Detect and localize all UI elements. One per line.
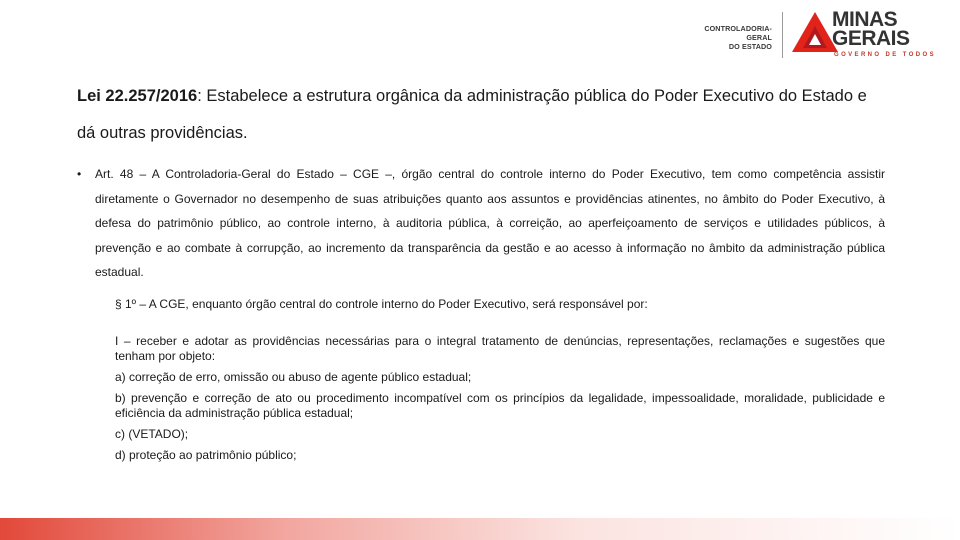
document-content [77, 78, 885, 469]
paragraph-1: § 1º – A CGE, enquanto órgão central do controle interno do Poder Executivo, será responsável por: [115, 296, 648, 311]
cge-logo-line2: DO ESTADO [728, 42, 772, 51]
law-number: Lei 22.257/2016 [77, 87, 198, 105]
item-list [115, 334, 885, 463]
minas-gerais-logo [832, 10, 942, 48]
list-item: c) (VETADO); [115, 426, 189, 441]
header-logos [680, 10, 940, 62]
law-title [77, 78, 885, 152]
cge-logo-line1: CONTROLADORIA-GERAL [704, 24, 772, 42]
list-item: a) correção de erro, omissão ou abuso de agente público estadual; [115, 369, 472, 384]
mg-logo-line2: GERAIS [832, 27, 910, 50]
logo-divider [782, 12, 783, 58]
law-description: : Estabelece a estrutura orgânica da administração pública do Poder Executivo do Estado e dá outras providências. [77, 87, 867, 142]
list-item: I – receber e adotar as providências necessárias para o integral tratamento de denúncias, representações, reclamações e sugestões que tenham por objeto: [115, 333, 885, 363]
bullet-icon: • [77, 167, 82, 181]
article-48 [77, 162, 885, 285]
mg-logo-line1: MINAS [832, 8, 898, 31]
list-item: b) prevenção e correção de ato ou procedimento incompatível com os princípios da legalidade, impessoalidade, moralidade, publicidade e eficiência da administração pública estadual; [115, 390, 885, 420]
article-text: Art. 48 – A Controladoria-Geral do Estado – CGE –, órgão central do controle interno do Poder Executivo, tem como competência assistir diretamente o Governador no desempenho de suas atribuições quanto aos assuntos e providências atinentes, no âmbito do Poder Executivo, à defesa do patrimônio público, ao controle interno, à auditoria pública, à correição, ao aperfeiçoamento de serviços e utilidades públicos, à prevenção e ao combate à corrupção, ao incremento da transparência da gestão e ao acesso à informação no âmbito da administração pública estadual. [95, 167, 885, 279]
mg-tagline: GOVERNO DE TODOS [834, 52, 936, 58]
paragraph-block [115, 296, 885, 463]
bottom-decorative-band [0, 518, 960, 540]
list-item: d) proteção ao patrimônio público; [115, 447, 297, 462]
cge-logo [680, 24, 772, 51]
